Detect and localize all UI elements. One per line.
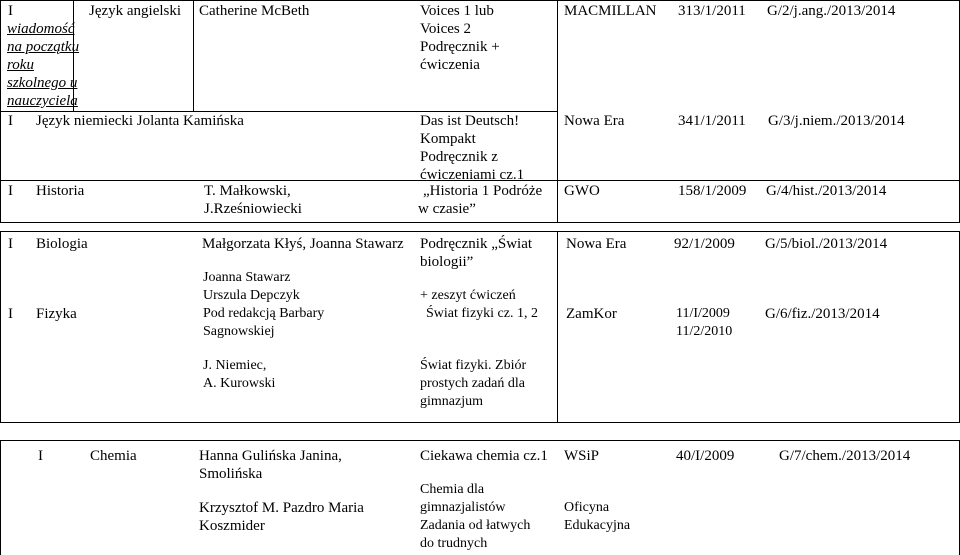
publisher-cell: Nowa Era	[566, 236, 627, 252]
publisher-cell: ZamKor	[566, 306, 617, 322]
author-line: J.Rześniowiecki	[204, 201, 302, 217]
approval-number-cell: 40/I/2009	[676, 448, 735, 464]
approval-number-line: 11/I/2009	[676, 306, 730, 321]
column-divider	[0, 231, 1, 422]
approval-number-cell: 158/1/2009	[678, 183, 747, 199]
class-note-line: szkolnego u	[7, 75, 78, 91]
author-line: T. Małkowski,	[204, 183, 291, 199]
approval-number-cell: 313/1/2011	[678, 3, 746, 19]
table-border-top	[0, 0, 960, 1]
title-line: Zadania od łatwych	[420, 518, 531, 533]
title-line: Chemia dla	[420, 482, 485, 497]
program-code-cell: G/2/j.ang./2013/2014	[767, 3, 896, 19]
class-cell: I	[8, 183, 13, 199]
title-line: Świat fizyki. Zbiór	[420, 358, 527, 373]
title-line: gimnazjalistów	[420, 500, 506, 515]
program-code-cell: G/3/j.niem./2013/2014	[768, 113, 905, 129]
title-line: Podręcznik z	[420, 149, 498, 165]
author-line: A. Kurowski	[203, 376, 276, 391]
publisher-cell: Nowa Era	[564, 113, 625, 129]
author-line: J. Niemiec,	[203, 358, 267, 373]
title-line: Das ist Deutsch!	[420, 113, 520, 129]
table-border-bottom	[0, 422, 960, 423]
column-divider	[557, 0, 558, 222]
title-line: Świat fizyki cz. 1, 2	[426, 306, 538, 321]
class-cell: I	[8, 3, 13, 19]
title-line: do trudnych	[420, 536, 488, 551]
title-line: Voices 2	[420, 21, 471, 37]
author-line: Sagnowskiej	[203, 324, 275, 339]
class-note-line: roku	[7, 57, 34, 73]
column-divider	[0, 0, 1, 222]
column-divider	[193, 0, 194, 111]
title-line: + zeszyt ćwiczeń	[420, 288, 516, 303]
author-line: Małgorzata Kłyś, Joanna Stawarz	[202, 236, 404, 252]
title-line: Kompakt	[420, 131, 476, 147]
title-line: biologii”	[420, 254, 474, 270]
title-line: Podręcznik +	[420, 39, 500, 55]
subject-cell: Język niemiecki Jolanta Kamińska	[36, 113, 244, 129]
title-line: Voices 1 lub	[420, 3, 494, 19]
title-line: Ciekawa chemia cz.1	[420, 448, 548, 464]
publisher-cell: MACMILLAN	[564, 3, 657, 19]
class-note-line: nauczyciela	[7, 93, 78, 109]
subject-cell: Historia	[36, 183, 85, 199]
author-line: Joanna Stawarz	[203, 270, 291, 285]
table-border-top	[0, 440, 960, 441]
subject-cell: Język angielski	[89, 3, 182, 19]
publisher-cell: WSiP	[564, 448, 600, 464]
title-line: „Historia 1 Podróże	[423, 183, 543, 199]
publisher-line: Edukacyjna	[564, 518, 631, 533]
class-note-line: na początku	[7, 39, 80, 55]
program-code-cell: G/7/chem./2013/2014	[779, 448, 911, 464]
publisher-line: Oficyna	[564, 500, 610, 515]
approval-number-cell: 341/1/2011	[678, 113, 746, 129]
table-border-top	[0, 231, 960, 232]
subject-cell: Chemia	[90, 448, 137, 464]
program-code-cell: G/4/hist./2013/2014	[766, 183, 887, 199]
approval-number-cell: 92/1/2009	[674, 236, 735, 252]
column-divider	[0, 440, 1, 555]
title-line: prostych zadań dla	[420, 376, 525, 391]
class-note-line: wiadomość	[7, 21, 75, 37]
approval-number-line: 11/2/2010	[676, 324, 733, 339]
program-code-cell: G/5/biol./2013/2014	[765, 236, 888, 252]
author-line: Koszmider	[199, 518, 265, 534]
class-cell: I	[8, 113, 13, 129]
table-border-bottom	[0, 222, 960, 223]
column-divider	[557, 231, 558, 422]
class-cell: I	[8, 236, 13, 252]
title-line: ćwiczeniami cz.1	[420, 167, 525, 183]
author-cell: Catherine McBeth	[199, 3, 310, 19]
author-line: Urszula Depczyk	[203, 288, 300, 303]
subject-cell: Fizyka	[36, 306, 77, 322]
title-line: gimnazjum	[420, 394, 483, 409]
program-code-cell: G/6/fiz./2013/2014	[765, 306, 880, 322]
title-line: w czasie”	[418, 201, 476, 217]
author-line: Krzysztof M. Pazdro Maria	[199, 500, 364, 516]
author-line: Smolińska	[199, 466, 263, 482]
title-line: Podręcznik „Świat	[420, 236, 533, 252]
author-line: Hanna Gulińska Janina,	[199, 448, 342, 464]
title-line: ćwiczenia	[420, 57, 480, 73]
author-line: Pod redakcją Barbary	[203, 306, 325, 321]
publisher-cell: GWO	[564, 183, 600, 199]
class-cell: I	[38, 448, 43, 464]
class-cell: I	[8, 306, 13, 322]
subject-cell: Biologia	[36, 236, 88, 252]
